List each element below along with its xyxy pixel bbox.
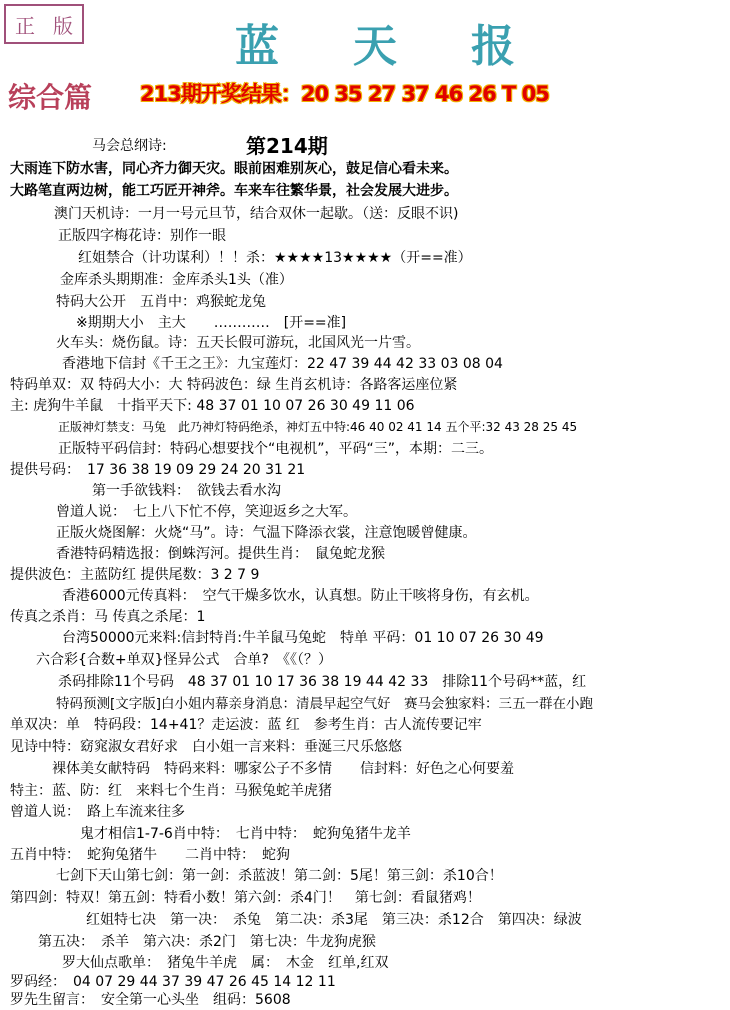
text-line: 第一手欲钱料： 欲钱去看水沟	[92, 483, 281, 499]
title-char-1: 蓝	[235, 21, 279, 72]
section-heading: 综合篇	[8, 81, 93, 114]
text-line: 传真之杀肖：马 传真之杀尾：1	[10, 609, 206, 625]
text-line: 提供波色：主蓝防红 提供尾数：3 2 7 9	[10, 567, 260, 583]
draw-result: 213期开奖结果：20 35 27 37 46 26 T 05	[140, 82, 549, 106]
text-line: ※期期大小 主大 ………… [开==准]	[76, 315, 347, 331]
text-line: 曾道人说： 路上车流来往多	[10, 804, 185, 820]
stamp-left-char: 正	[15, 13, 35, 38]
text-line: 特主：蓝、防：红 来料七个生肖：马猴兔蛇羊虎猪	[10, 783, 332, 799]
stamp-right-char: 版	[53, 13, 73, 38]
text-line: 红姐特七决 第一决： 杀兔 第二决：杀3尾 第三决：杀12合 第四决：绿波	[86, 912, 582, 928]
text-line: 红姐禁合（计功谋利）！！杀：★★★★13★★★★（开==准）	[78, 250, 472, 266]
text-line: 香港特码精选报：倒蛛泻河。提供生肖： 鼠兔蛇龙猴	[56, 546, 385, 562]
text-line: 鬼才相信1-7-6肖中特： 七肖中特： 蛇狗兔猪牛龙羊	[80, 826, 411, 842]
text-line: 裸体美女献特码 特码来料：哪家公子不多情 信封料：好色之心何要羞	[52, 761, 514, 777]
text-line: 提供号码： 17 36 38 19 09 29 24 20 31 21	[10, 462, 306, 478]
title-char-2: 天	[353, 21, 397, 72]
text-line: 特码单双：双 特码大小：大 特码波色：绿 生肖玄机诗：各路客运座位紧	[10, 377, 458, 393]
text-line: 曾道人说： 七上八下忙不停，笑迎返乡之大军。	[56, 504, 357, 520]
text-line: 正版四字梅花诗：别作一眼	[58, 228, 226, 244]
text-line: 特码大公开 五肖中：鸡猴蛇龙兔	[56, 294, 266, 310]
text-line: 马会总纲诗:	[92, 138, 167, 154]
text-line: 香港地下信封《千王之王》：九宝莲灯：22 47 39 44 42 33 03 08 04	[62, 356, 503, 372]
text-line: 第五决： 杀羊 第六决：杀2门 第七决：牛龙狗虎猴	[38, 934, 376, 950]
text-line: 五肖中特： 蛇狗兔猪牛 二肖中特： 蛇狗	[10, 847, 290, 863]
newspaper-title	[235, 14, 515, 70]
text-line: 火车头：烧伤鼠。诗：五天长假可游玩，北国风光一片雪。	[56, 335, 420, 351]
text-line: 澳门天机诗：一月一号元旦节，结合双休一起歇。（送：反眼不识)	[54, 206, 459, 222]
text-line: 七剑下天山第七剑：第一剑：杀蓝波！第二剑：5尾！第三剑：杀10合！	[56, 868, 503, 884]
text-line: 主: 虎狗牛羊鼠 十指平天下: 48 37 01 10 07 26 30 49 11 06	[10, 398, 415, 414]
text-line: 香港6000元传真料： 空气干燥多饮水，认真想。防止干咳将身伤，有玄机。	[62, 588, 539, 604]
text-line: 正版火烧图解：火烧“马”。诗：气温下降添衣裳，注意饱暖曾健康。	[56, 525, 477, 541]
text-line: 第四剑：特双！第五剑：特看小数！第六剑：杀4门！ 第七剑：看鼠猪鸡！	[10, 890, 481, 906]
text-line: 罗先生留言： 安全第一心头坐 组码：5608	[10, 992, 291, 1008]
text-line: 见诗中特：窈窕淑女君好求 白小姐一言来料：垂涎三尺乐悠悠	[10, 739, 402, 755]
text-line: 杀码排除11个号码 48 37 01 10 17 36 38 19 44 42 33 排除11个号码**蓝，红	[58, 674, 587, 690]
text-line: 罗码经： 04 07 29 44 37 39 47 26 45 14 12 11	[10, 974, 336, 990]
text-line: 单双决：单 特码段：14+41？走运波：蓝 红 参考生肖：古人流传要记牢	[10, 717, 482, 733]
genuine-stamp	[4, 4, 84, 44]
title-char-3: 报	[471, 21, 515, 72]
text-line: 特码预测[文字版]白小姐内幕亲身消息：清晨早起空气好 赛马会独家料：三五一群在小跑	[56, 696, 594, 712]
text-line: 六合彩{合数+单双}怪异公式 合单? 《《（？）	[36, 652, 332, 668]
issue-number: 第214期	[246, 134, 328, 158]
text-line: 正版特平码信封：特码心想要找个“电视机”，平码“三”，本期：二三。	[58, 441, 494, 457]
text-line: 罗大仙点歌单： 猪兔牛羊虎 属： 木金 红单,红双	[62, 955, 389, 971]
text-line: 金库杀头期期准：金库杀头1头（准）	[60, 272, 293, 288]
text-line: 台湾50000元来料:信封特肖:牛羊鼠马兔蛇 特单 平码：01 10 07 26 30 49	[62, 630, 544, 646]
text-line: 大雨连下防水害，同心齐力御天灾。眼前困难别灰心，鼓足信心看未来。	[10, 161, 458, 177]
text-line: 正版神灯禁支：马兔 此乃神灯特码绝杀，神灯五中特:46 40 02 41 14 五个平:32 43 28 25 45	[58, 420, 578, 434]
text-line: 大路笔直两边树，能工巧匠开神斧。车来车往繁华景，社会发展大进步。	[10, 183, 458, 199]
